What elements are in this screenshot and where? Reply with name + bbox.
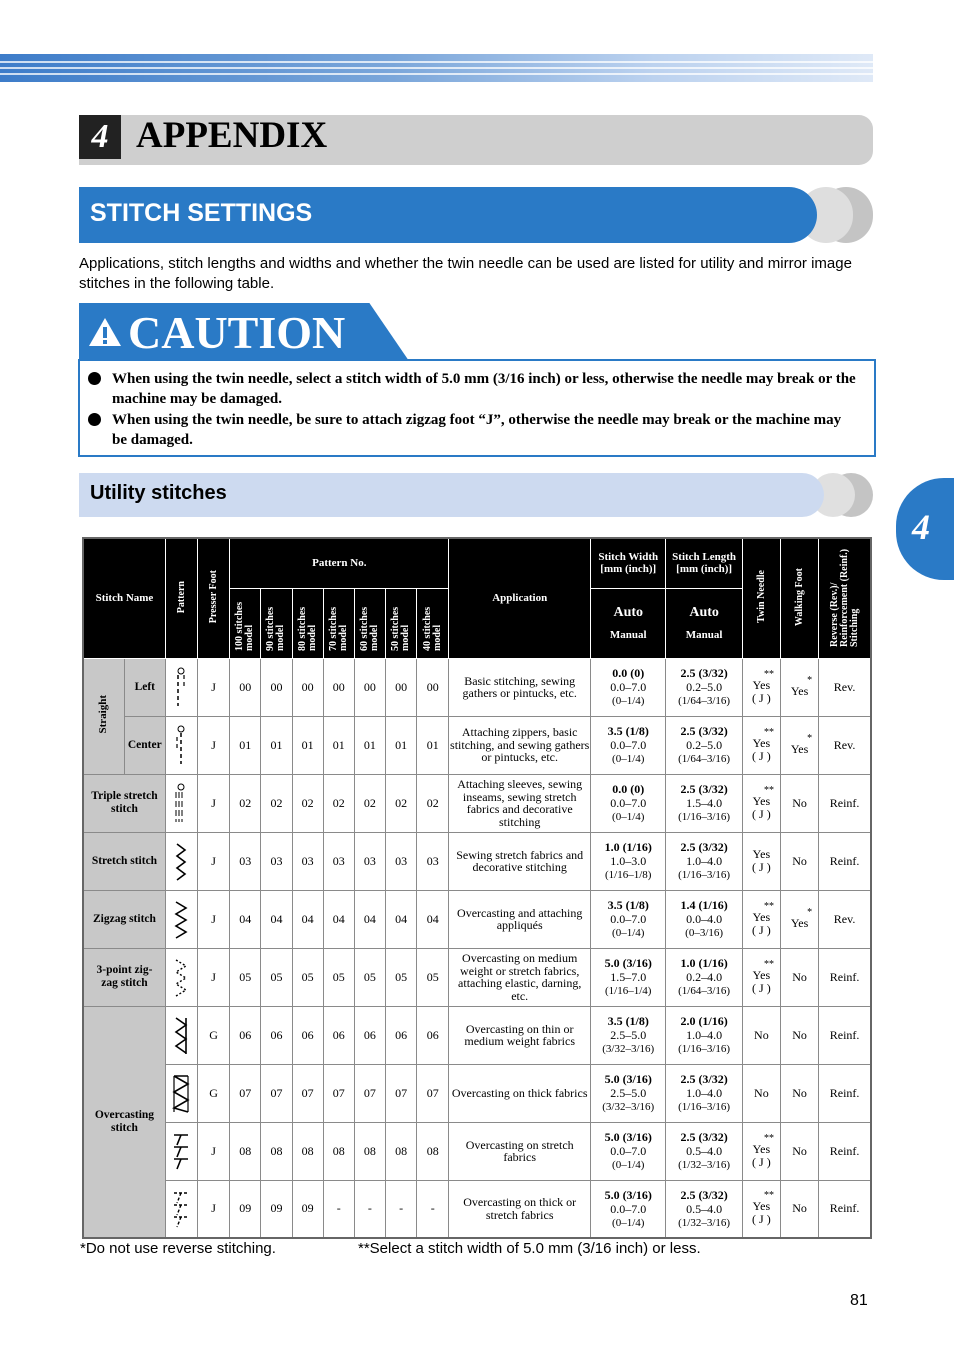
table-row [83, 774, 871, 832]
reverse-cell: Reinf. [819, 1064, 871, 1122]
presser-foot-cell: J [198, 774, 230, 832]
utility-stitches-table [82, 537, 872, 1239]
stitch-width-cell: 5.0 (3/16) 2.5–5.0 (3/32–3/16) [591, 1064, 666, 1122]
pattern-number-cell: 05 [292, 948, 323, 1006]
reverse-cell: Reinf. [819, 1180, 871, 1238]
pattern-number-cell: 08 [386, 1122, 417, 1180]
stitch-length-cell: 1.0 (1/16) 0.2–4.0 (1/64–3/16) [666, 948, 742, 1006]
reverse-cell: Rev. [819, 658, 871, 716]
stitch-length-cell: 2.5 (3/32) 0.2–5.0 (1/64–3/16) [666, 658, 742, 716]
pattern-number-cell: 08 [417, 1122, 449, 1180]
pattern-number-cell: 03 [230, 832, 261, 890]
application-cell: Overcasting on thick fabrics [449, 1064, 591, 1122]
presser-foot-cell: J [198, 948, 230, 1006]
application-cell: Sewing stretch fabrics and decorative stitching [449, 832, 591, 890]
section-title: STITCH SETTINGS [90, 199, 313, 227]
stitch-length-cell: 2.5 (3/32) 0.2–5.0 (1/64–3/16) [666, 716, 742, 774]
pattern-number-cell: 00 [386, 658, 417, 716]
pattern-number-cell: 03 [323, 832, 354, 890]
pattern-number-cell: 00 [354, 658, 385, 716]
pattern-number-cell: 01 [292, 716, 323, 774]
header-model: 90 stitches model [261, 588, 292, 658]
pattern-number-cell: 00 [417, 658, 449, 716]
table-row [83, 1122, 871, 1180]
application-cell: Overcasting on stretch fabrics [449, 1122, 591, 1180]
walking-foot-cell: No [780, 774, 818, 832]
pattern-number-cell: 02 [354, 774, 385, 832]
presser-foot-cell: J [198, 716, 230, 774]
pattern-number-cell: 08 [354, 1122, 385, 1180]
walking-foot-cell: No [780, 1006, 818, 1064]
top-decorative-bar [0, 54, 873, 82]
presser-foot-cell: J [198, 658, 230, 716]
stitch-width-cell: 3.5 (1/8) 2.5–5.0 (3/32–3/16) [591, 1006, 666, 1064]
table-row [83, 658, 871, 716]
header-model: 70 stitches model [323, 588, 354, 658]
pattern-number-cell: 05 [386, 948, 417, 1006]
presser-foot-cell: J [198, 1122, 230, 1180]
caution-item: When using the twin needle, select a stitch width of 5.0 mm (3/16 inch) or less, otherwise the needle may break or the machine may be damaged. [88, 369, 858, 409]
pattern-number-cell: 04 [354, 890, 385, 948]
overcasting-thick-icon [165, 1064, 197, 1122]
header-model: 80 stitches model [292, 588, 323, 658]
chapter-side-tab: 4 [896, 478, 954, 580]
header-model: 40 stitches model [417, 588, 449, 658]
pattern-number-cell: 03 [261, 832, 292, 890]
header-pattern: Pattern [165, 538, 197, 658]
pattern-number-cell: 09 [261, 1180, 292, 1238]
overcasting-thick-stretch-icon [165, 1180, 197, 1238]
group-center: Center [124, 716, 165, 774]
application-cell: Attaching zippers, basic stitching, and sewing gathers or pintucks, etc. [449, 716, 591, 774]
twin-needle-cell: ** Yes ( J ) [742, 716, 780, 774]
twin-needle-cell: ** Yes ( J ) [742, 774, 780, 832]
walking-foot-cell: No [780, 1064, 818, 1122]
pattern-number-cell: 00 [292, 658, 323, 716]
pattern-number-cell: 00 [230, 658, 261, 716]
pattern-number-cell: 03 [417, 832, 449, 890]
pattern-number-cell: 09 [230, 1180, 261, 1238]
reverse-cell: Reinf. [819, 832, 871, 890]
stitch-width-cell: 3.5 (1/8) 0.0–7.0 (0–1/4) [591, 716, 666, 774]
header-stitch-length: Stitch Length [mm (inch)] [666, 538, 742, 588]
stitch-width-cell: 5.0 (3/16) 1.5–7.0 (1/16–1/4) [591, 948, 666, 1006]
header-length-auto-manual: Auto Manual [666, 588, 742, 658]
pattern-number-cell: 03 [354, 832, 385, 890]
pattern-number-cell: 06 [230, 1006, 261, 1064]
header-walking-foot: Walking Foot [780, 538, 818, 658]
chapter-number: 4 [79, 115, 121, 159]
pattern-number-cell: 08 [261, 1122, 292, 1180]
straight-left-stitch-icon [165, 658, 197, 716]
walking-foot-cell: * Yes [780, 716, 818, 774]
presser-foot-cell: G [198, 1006, 230, 1064]
pattern-number-cell: 04 [323, 890, 354, 948]
walking-foot-cell: No [780, 1122, 818, 1180]
presser-foot-cell: J [198, 832, 230, 890]
twin-needle-cell: ** Yes ( J ) [742, 890, 780, 948]
bullet-icon [88, 413, 101, 426]
pattern-number-cell: - [417, 1180, 449, 1238]
pattern-number-cell: 07 [386, 1064, 417, 1122]
stretch-stitch-icon [165, 832, 197, 890]
application-cell: Overcasting and attaching appliqués [449, 890, 591, 948]
pattern-number-cell: 07 [354, 1064, 385, 1122]
footnote-twin-needle: **Select a stitch width of 5.0 mm (3/16 inch) or less. [358, 1240, 701, 1257]
stitch-width-cell: 0.0 (0) 0.0–7.0 (0–1/4) [591, 658, 666, 716]
pattern-number-cell: 01 [354, 716, 385, 774]
twin-needle-cell: ** Yes ( J ) [742, 1180, 780, 1238]
footnote-reverse: *Do not use reverse stitching. [80, 1240, 276, 1257]
presser-foot-cell: J [198, 890, 230, 948]
walking-foot-cell: No [780, 1180, 818, 1238]
pattern-number-cell: 04 [417, 890, 449, 948]
table-row [83, 832, 871, 890]
pattern-number-cell: 02 [417, 774, 449, 832]
pattern-number-cell: 06 [261, 1006, 292, 1064]
header-width-auto-manual: Auto Manual [591, 588, 666, 658]
pattern-number-cell: 07 [261, 1064, 292, 1122]
pattern-number-cell: 06 [292, 1006, 323, 1064]
group-zigzag: Zigzag stitch [83, 890, 165, 948]
table-row [83, 1180, 871, 1238]
pattern-number-cell: 09 [292, 1180, 323, 1238]
zigzag-stitch-icon [165, 890, 197, 948]
stitch-length-cell: 2.5 (3/32) 0.5–4.0 (1/32–3/16) [666, 1122, 742, 1180]
stitch-width-cell: 0.0 (0) 0.0–7.0 (0–1/4) [591, 774, 666, 832]
pattern-number-cell: 05 [417, 948, 449, 1006]
pattern-number-cell: 02 [261, 774, 292, 832]
pattern-number-cell: 04 [292, 890, 323, 948]
group-triple-stretch: Triple stretch stitch [83, 774, 165, 832]
header-model: 100 stitches model [230, 588, 261, 658]
pattern-number-cell: 08 [230, 1122, 261, 1180]
group-left: Left [124, 658, 165, 716]
twin-needle-cell: ** Yes ( J ) [742, 658, 780, 716]
pattern-number-cell: 02 [292, 774, 323, 832]
reverse-cell: Reinf. [819, 1006, 871, 1064]
pattern-number-cell: 06 [323, 1006, 354, 1064]
pattern-number-cell: 03 [386, 832, 417, 890]
pattern-number-cell: 01 [323, 716, 354, 774]
subsection-title: Utility stitches [90, 482, 227, 504]
group-stretch: Stretch stitch [83, 832, 165, 890]
caution-item: When using the twin needle, be sure to attach zigzag foot “J”, otherwise the needle may break or the machine may be damaged. [88, 410, 858, 450]
stitch-width-cell: 5.0 (3/16) 0.0–7.0 (0–1/4) [591, 1122, 666, 1180]
pattern-number-cell: 02 [386, 774, 417, 832]
chapter-title: APPENDIX [136, 115, 328, 156]
pattern-number-cell: 00 [261, 658, 292, 716]
pattern-number-cell: 05 [261, 948, 292, 1006]
stitch-width-cell: 5.0 (3/16) 0.0–7.0 (0–1/4) [591, 1180, 666, 1238]
header-presser-foot: Presser Foot [198, 538, 230, 658]
pattern-number-cell: 07 [292, 1064, 323, 1122]
header-reverse: Reverse (Rev.)/ Reinforcement (Reinf.) Stitching [819, 538, 871, 658]
pattern-number-cell: 04 [386, 890, 417, 948]
twin-needle-cell: No [742, 1064, 780, 1122]
overcasting-thin-icon [165, 1006, 197, 1064]
pattern-number-cell: 03 [292, 832, 323, 890]
pattern-number-cell: 01 [261, 716, 292, 774]
pattern-number-cell: 01 [386, 716, 417, 774]
overcasting-stretch-icon [165, 1122, 197, 1180]
stitch-width-cell: 1.0 (1/16) 1.0–3.0 (1/16–1/8) [591, 832, 666, 890]
stitch-length-cell: 2.5 (3/32) 0.5–4.0 (1/32–3/16) [666, 1180, 742, 1238]
three-point-zigzag-icon [165, 948, 197, 1006]
walking-foot-cell: * Yes [780, 890, 818, 948]
pattern-number-cell: - [323, 1180, 354, 1238]
pattern-number-cell: 01 [417, 716, 449, 774]
triple-stretch-stitch-icon [165, 774, 197, 832]
application-cell: Overcasting on medium weight or stretch fabrics, attaching elastic, darning, etc. [449, 948, 591, 1006]
pattern-number-cell: 06 [354, 1006, 385, 1064]
group-straight: Straight [83, 658, 124, 774]
twin-needle-cell: No [742, 1006, 780, 1064]
pattern-number-cell: 04 [261, 890, 292, 948]
intro-text: Applications, stitch lengths and widths and whether the twin needle can be used are listed for utility and mirror image stitches in the following table. [79, 255, 852, 292]
table-row [83, 1064, 871, 1122]
application-cell: Overcasting on thick or stretch fabrics [449, 1180, 591, 1238]
pattern-number-cell: 08 [323, 1122, 354, 1180]
pattern-number-cell: 06 [386, 1006, 417, 1064]
twin-needle-cell: ** Yes ( J ) [742, 948, 780, 1006]
pattern-number-cell: 00 [323, 658, 354, 716]
walking-foot-cell: No [780, 948, 818, 1006]
pattern-number-cell: 07 [230, 1064, 261, 1122]
group-overcasting: Overcasting stitch [83, 1006, 165, 1238]
group-three-point-zigzag: 3-point zig-zag stitch [83, 948, 165, 1006]
table-row [83, 716, 871, 774]
straight-center-stitch-icon [165, 716, 197, 774]
pattern-number-cell: 05 [323, 948, 354, 1006]
stitch-length-cell: 2.0 (1/16) 1.0–4.0 (1/16–3/16) [666, 1006, 742, 1064]
stitch-length-cell: 2.5 (3/32) 1.0–4.0 (1/16–3/16) [666, 832, 742, 890]
table-row [83, 1006, 871, 1064]
caution-title: CAUTION [128, 307, 346, 358]
pattern-number-cell: 07 [417, 1064, 449, 1122]
pattern-number-cell: - [386, 1180, 417, 1238]
header-stitch-name: Stitch Name [83, 538, 165, 658]
walking-foot-cell: * Yes [780, 658, 818, 716]
presser-foot-cell: J [198, 1180, 230, 1238]
page-number: 81 [850, 1292, 868, 1309]
application-cell: Overcasting on thin or medium weight fabrics [449, 1006, 591, 1064]
header-model: 50 stitches model [386, 588, 417, 658]
application-cell: Attaching sleeves, sewing inseams, sewing stretch fabrics and decorative stitching [449, 774, 591, 832]
table-row [83, 948, 871, 1006]
bullet-icon [88, 372, 101, 385]
reverse-cell: Reinf. [819, 1122, 871, 1180]
pattern-number-cell: - [354, 1180, 385, 1238]
twin-needle-cell: Yes ( J ) [742, 832, 780, 890]
pattern-number-cell: 07 [323, 1064, 354, 1122]
application-cell: Basic stitching, sewing gathers or pintucks, etc. [449, 658, 591, 716]
pattern-number-cell: 05 [354, 948, 385, 1006]
stitch-length-cell: 2.5 (3/32) 1.0–4.0 (1/16–3/16) [666, 1064, 742, 1122]
pattern-number-cell: 02 [323, 774, 354, 832]
warning-icon [87, 316, 123, 348]
pattern-number-cell: 04 [230, 890, 261, 948]
header-pattern-no: Pattern No. [230, 538, 449, 588]
pattern-number-cell: 08 [292, 1122, 323, 1180]
table-row [83, 890, 871, 948]
pattern-number-cell: 01 [230, 716, 261, 774]
twin-needle-cell: ** Yes ( J ) [742, 1122, 780, 1180]
pattern-number-cell: 05 [230, 948, 261, 1006]
reverse-cell: Reinf. [819, 948, 871, 1006]
reverse-cell: Rev. [819, 716, 871, 774]
reverse-cell: Rev. [819, 890, 871, 948]
header-stitch-width: Stitch Width [mm (inch)] [591, 538, 666, 588]
stitch-width-cell: 3.5 (1/8) 0.0–7.0 (0–1/4) [591, 890, 666, 948]
header-model: 60 stitches model [354, 588, 385, 658]
caution-box [78, 359, 876, 457]
header-application: Application [449, 538, 591, 658]
walking-foot-cell: No [780, 832, 818, 890]
reverse-cell: Reinf. [819, 774, 871, 832]
header-twin-needle: Twin Needle [742, 538, 780, 658]
presser-foot-cell: G [198, 1064, 230, 1122]
stitch-length-cell: 2.5 (3/32) 1.5–4.0 (1/16–3/16) [666, 774, 742, 832]
pattern-number-cell: 02 [230, 774, 261, 832]
pattern-number-cell: 06 [417, 1006, 449, 1064]
stitch-length-cell: 1.4 (1/16) 0.0–4.0 (0–3/16) [666, 890, 742, 948]
